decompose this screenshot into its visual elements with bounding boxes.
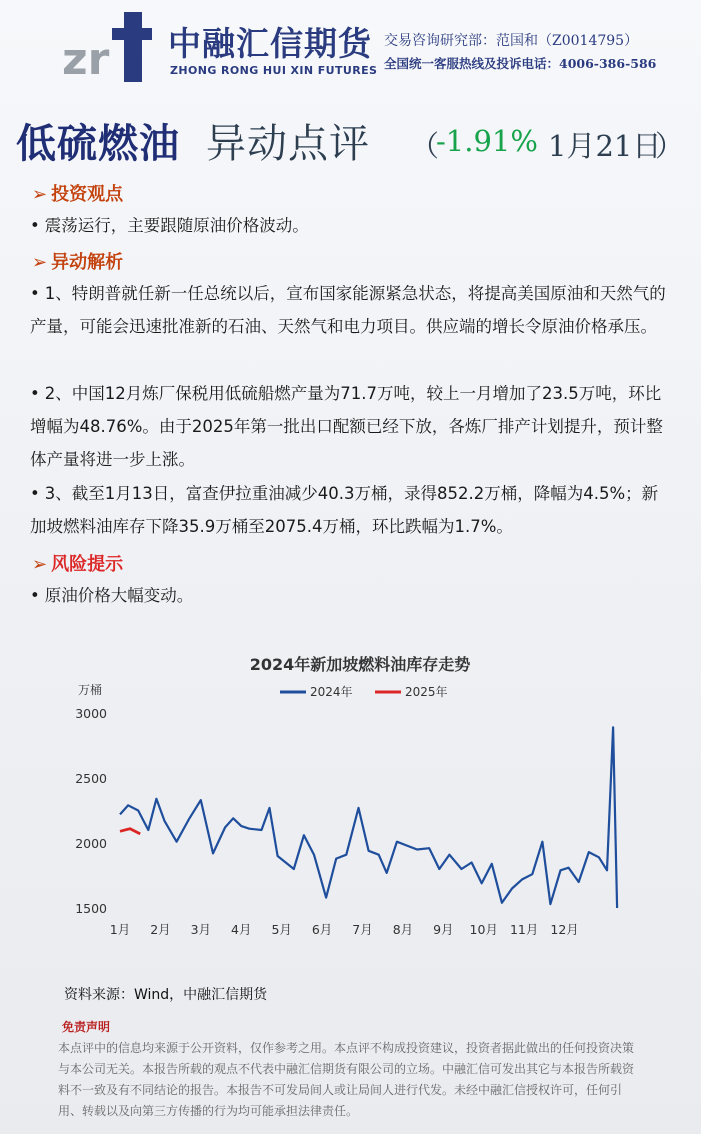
report-date: 1月21日 xyxy=(548,129,662,163)
series-line-1 xyxy=(120,829,140,834)
y-tick-label: 2000 xyxy=(75,836,107,851)
risk-text: • 原油价格大幅变动。 xyxy=(30,586,194,605)
disclaimer-text: 本点评中的信息均来源于公开资料，仅作参考之用。本点评不构成投资建议，投资者据此做出的任何投资决策与本公司无关。本报告所载的观点不代表中融汇信期货有限公司的立场。中融汇信可发出其它与本报告所载资料不一致及有不同结论的报告。本报告不可发局间人或让局间人进行代发。未经中融汇信授权许可，任何引用、转载以及向第三方传播的行为均可能承担法律责任。 xyxy=(58,1041,635,1118)
analysis-item-1: • 1、特朗普就任新一任总统以后，宣布国家能源紧急状态，将提高美国原油和天然气的产量，可能会迅速批准新的石油、天然气和电力项目。供应端的增长令原油价格承压。 xyxy=(30,284,666,336)
bullet-icon: • xyxy=(30,586,40,605)
disclaimer-title: 免责声明 xyxy=(62,1020,111,1034)
x-tick-label: 3月 xyxy=(190,922,212,937)
svg-text:zr: zr xyxy=(62,34,110,82)
analysis-item-3: • 3、截至1月13日，富查伊拉重油减少40.3万桶，录得852.2万桶，降幅为4.5%；新加坡燃料油库存下降35.9万桶至2075.4万桶，环比跌幅为1.7%。 xyxy=(30,484,659,536)
y-tick-label: 2500 xyxy=(75,771,107,786)
y-axis-label: 万桶 xyxy=(77,683,103,697)
company-name-cn: 中融汇信期货 xyxy=(168,24,372,63)
y-tick-label: 1500 xyxy=(75,901,107,916)
x-tick-label: 5月 xyxy=(271,922,292,937)
bullet-icon: • xyxy=(30,216,40,235)
paren-open: （ xyxy=(410,129,440,163)
legend-label-1: 2025年 xyxy=(405,685,448,699)
x-tick-label: 7月 xyxy=(352,922,373,937)
inventory-chart xyxy=(60,650,660,950)
paren-close: ） xyxy=(655,129,685,163)
x-tick-label: 6月 xyxy=(311,922,333,937)
page-subtitle: 异动点评 xyxy=(206,121,370,167)
x-tick-label: 8月 xyxy=(392,922,414,937)
x-tick-label: 10月 xyxy=(469,922,498,937)
legend-label-0: 2024年 xyxy=(310,685,353,699)
data-source: 资料来源：Wind，中融汇信期货 xyxy=(64,987,268,1003)
view-text: • 震荡运行，主要跟随原油价格波动。 xyxy=(30,216,309,235)
chart-title: 2024年新加坡燃料油库存走势 xyxy=(249,655,471,674)
x-tick-label: 1月 xyxy=(109,922,131,937)
page-title: 低硫燃油 xyxy=(16,121,180,167)
x-tick-label: 9月 xyxy=(433,922,454,937)
arrow-icon: ➢ xyxy=(32,184,48,205)
section-heading-view: ➢ 投资观点 xyxy=(32,184,124,205)
research-dept: 交易咨询研究部：范国和（Z0014795） xyxy=(384,33,639,49)
hotline: 全国统一客服热线及投诉电话：4006-386-586 xyxy=(384,56,657,71)
section-heading-analysis: ➢ 异动解析 xyxy=(32,252,124,273)
y-tick-label: 3000 xyxy=(75,706,107,721)
bullet-icon: • xyxy=(30,484,40,503)
x-tick-label: 12月 xyxy=(550,922,579,937)
bullet-icon: • xyxy=(30,284,40,303)
x-tick-label: 11月 xyxy=(509,922,539,937)
series-line-0 xyxy=(120,727,617,908)
section-heading-risk: ➢ 风险提示 xyxy=(32,554,124,575)
analysis-item-2: • 2、中国12月炼厂保税用低硫船燃产量为71.7万吨，较上一月增加了23.5万吨，环比增幅为48.76%。由于2025年第一批出口配额已经下放，各炼厂排产计划提升，预计整体产量将进一步上涨。 xyxy=(30,384,663,469)
x-tick-label: 4月 xyxy=(231,922,252,937)
x-tick-label: 2月 xyxy=(150,922,171,937)
arrow-icon: ➢ xyxy=(32,554,48,575)
bullet-icon: • xyxy=(30,384,40,403)
arrow-icon: ➢ xyxy=(32,252,48,273)
company-logo-mark xyxy=(62,12,158,82)
company-name-en: ZHONG RONG HUI XIN FUTURES xyxy=(170,64,378,77)
price-change: -1.91% xyxy=(436,124,538,158)
